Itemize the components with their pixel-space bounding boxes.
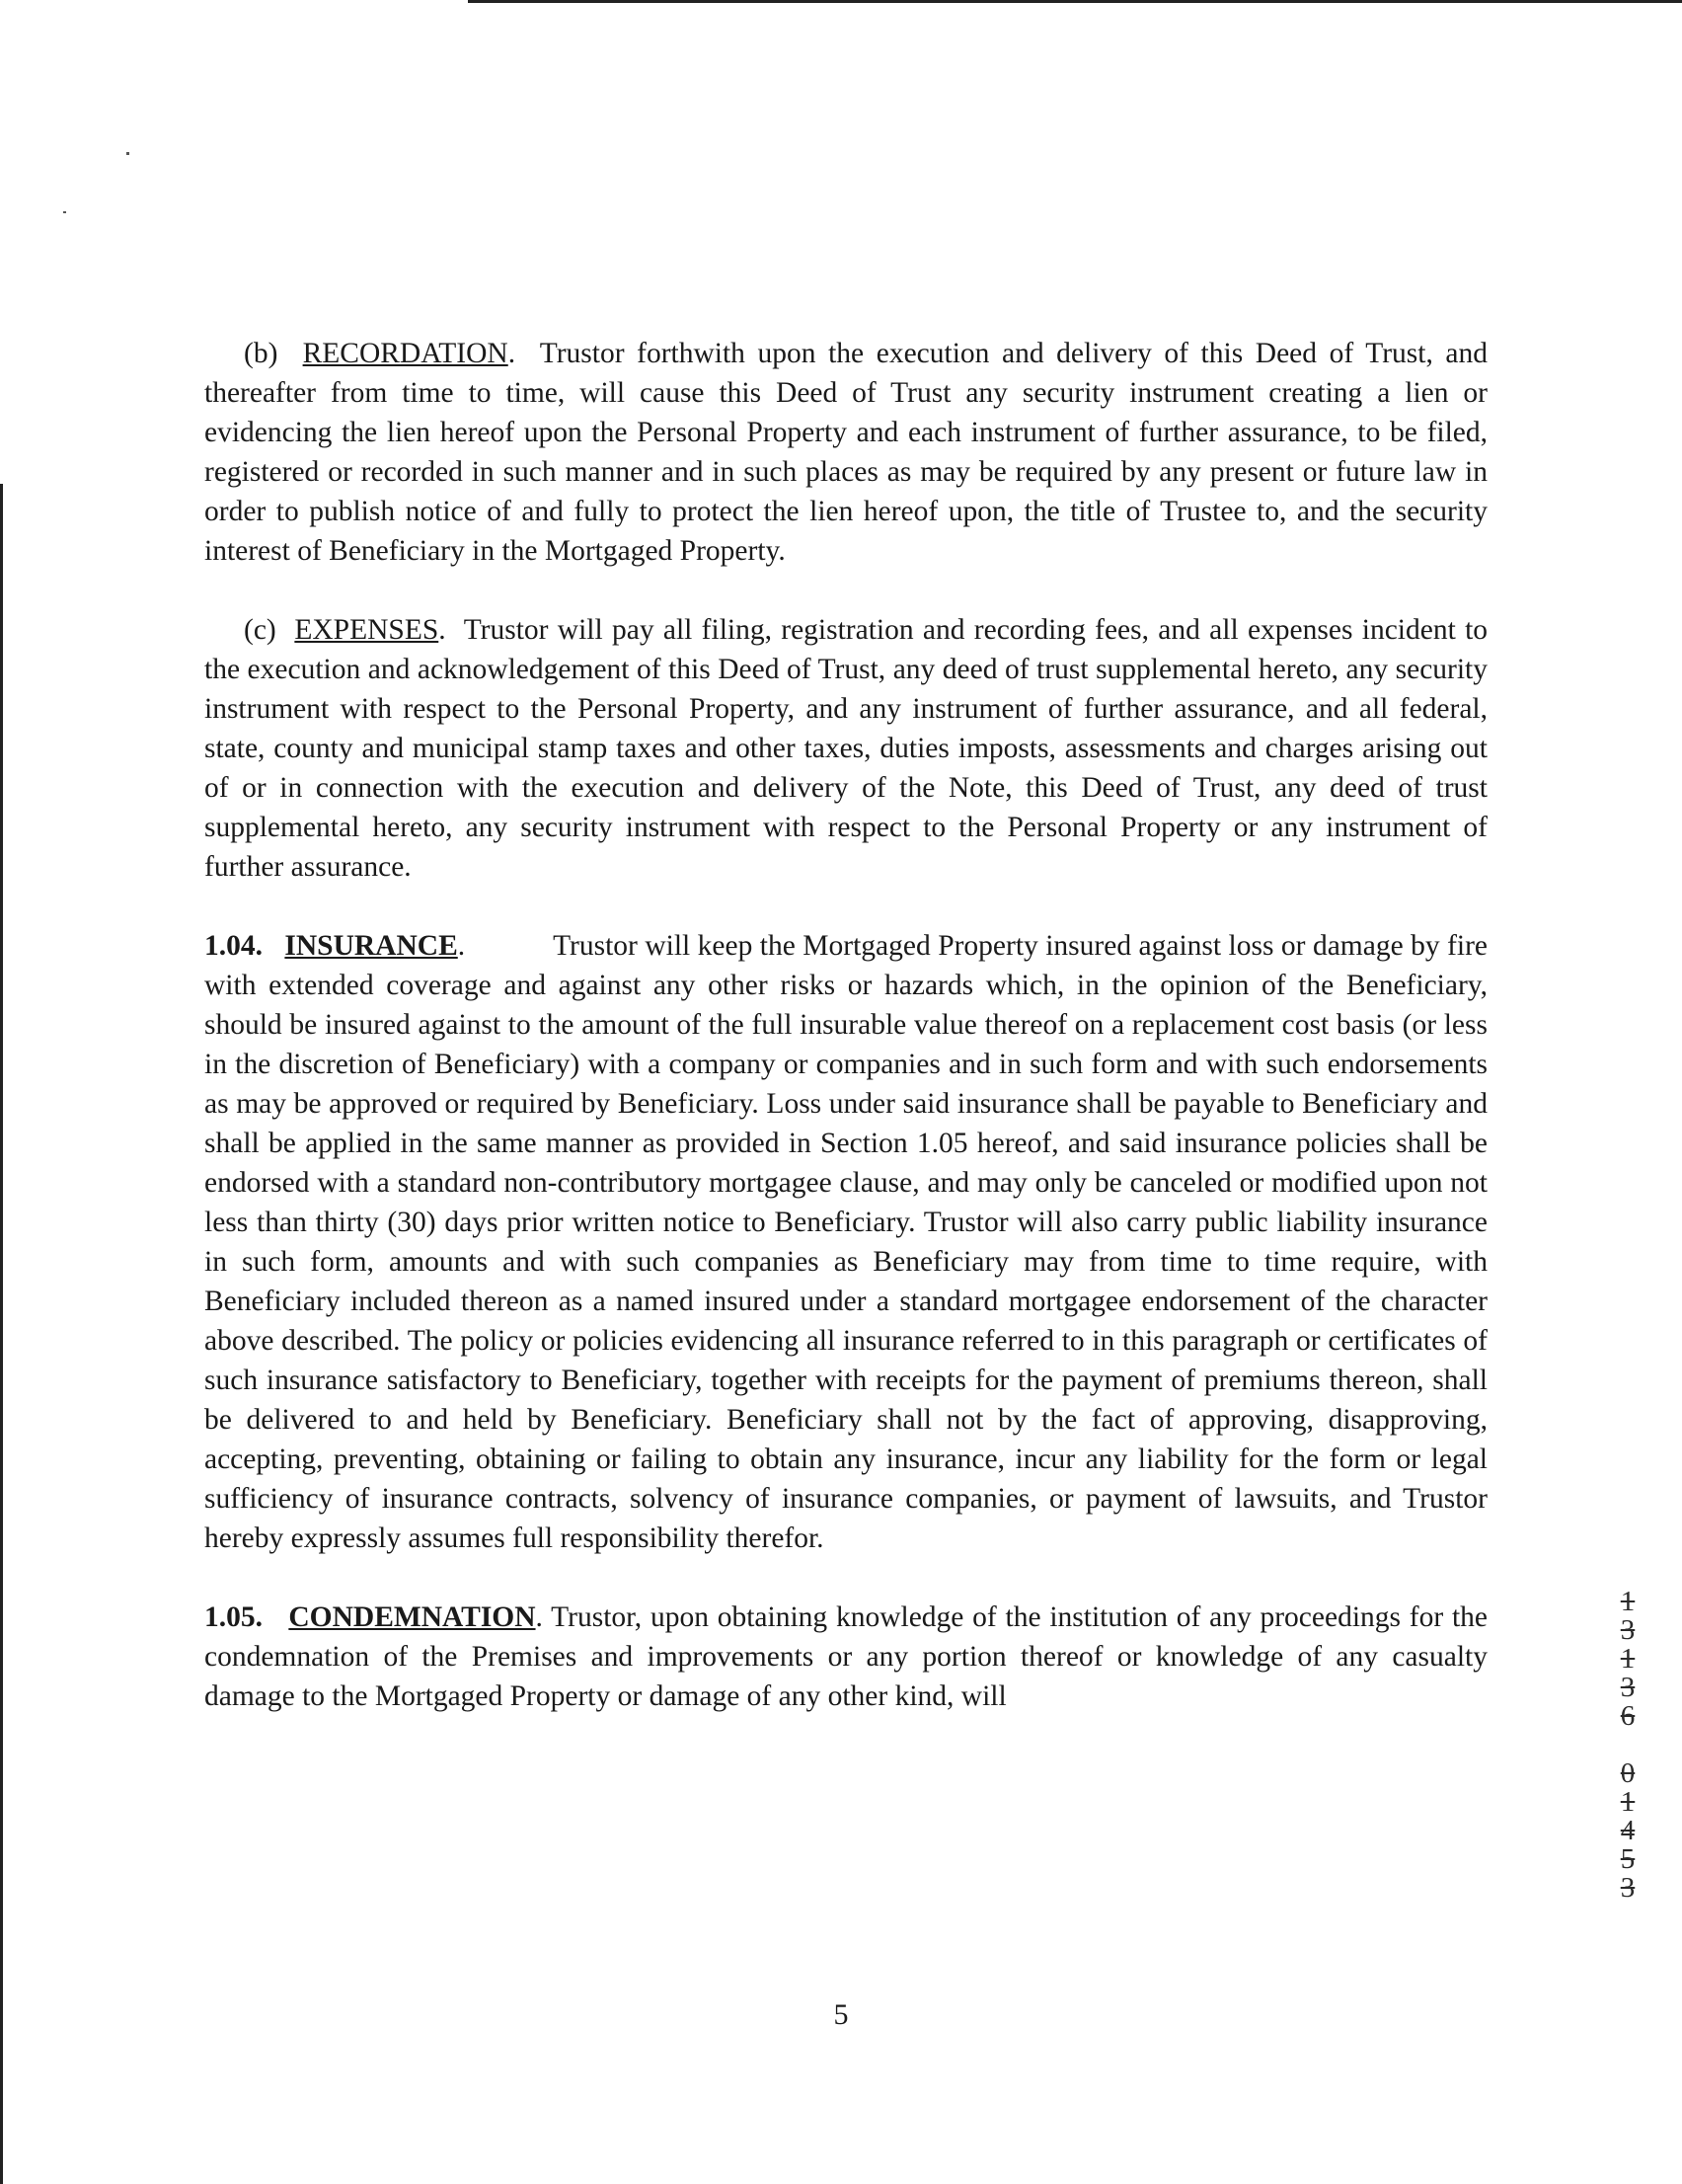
recordation-heading-period: . [507, 338, 516, 369]
condemnation-section-number: 1.05. [204, 1601, 263, 1633]
margin-code-char: 3 [1620, 1872, 1636, 1904]
recordation-body: Trustor forthwith upon the execution and delivery of this Deed of Trust, and thereafter from time to time, will cause this Deed of Trust any security instrument creating a lien or evidencing the lien hereof upon the Personal Property and each instrument of further assurance, to be filed, registered or recorded in such manner and in such places as may be required by any present or future law in order to publish notice of and fully to protect the lien hereof upon, the title of Trustee to, and the security interest of Beneficiary in the Mortgaged Property. [204, 338, 1489, 567]
margin-code-char: 0 [1620, 1757, 1636, 1789]
scan-speck [126, 152, 129, 155]
margin-recording-code [1613, 1588, 1643, 1903]
top-border-line [468, 0, 1682, 3]
expenses-heading: EXPENSES [294, 614, 439, 646]
condemnation-heading: CONDEMNATION [288, 1601, 536, 1633]
margin-code-char: 3 [1620, 1672, 1636, 1703]
insurance-section-number: 1.04. [204, 930, 263, 962]
expenses-heading-period: . [438, 614, 446, 646]
paragraph-gap [204, 571, 1488, 610]
condemnation-body: Trustor, upon obtaining knowledge of the institution of any proceedings for the condemnation of the Premises and improvements or any portion thereof or knowledge of any casualty damage to the Mortgaged Property or damage of any other kind, will [204, 1601, 1489, 1712]
scan-speck [63, 211, 66, 213]
paragraph-gap [204, 887, 1488, 926]
document-body [204, 334, 1488, 1716]
insurance-section [204, 926, 1488, 1558]
margin-code-char: 5 [1620, 1843, 1636, 1875]
recordation-heading: RECORDATION [302, 338, 508, 369]
margin-code-gap [1613, 1731, 1643, 1759]
expenses-paragraph [204, 610, 1488, 887]
insurance-heading: INSURANCE [284, 930, 458, 962]
margin-code-char: 1 [1620, 1586, 1636, 1617]
margin-code-char: 1 [1620, 1643, 1636, 1675]
condemnation-section [204, 1598, 1488, 1716]
page-number: 5 [833, 1998, 849, 2031]
insurance-body: Trustor will keep the Mortgaged Property insured against loss or damage by fire with extended coverage and against any other risks or hazards which, in the opinion of the Beneficiary, should be insured against to the amount of the full insurable value thereof on a replacement cost basis (or less in the discretion of Beneficiary) with a company or companies and in such form and with such endorsements as may be approved or required by Beneficiary. Loss under said insurance shall be payable to Beneficiary and shall be applied in the same manner as provided in Section 1.05 hereof, and said insurance policies shall be endorsed with a standard non-contributory mortgagee clause, and may only be canceled or modified upon not less than thirty (30) days prior written notice to Beneficiary. Trustor will also carry public liability insurance in such form, amounts and with such companies as Beneficiary may from time to time require, with Beneficiary included thereon as a named insured under a standard mortgagee endorsement of the character above described. The policy or policies evidencing all insurance referred to in this paragraph or certificates of such insurance satisfactory to Beneficiary, together with receipts for the payment of premiums thereon, shall be delivered to and held by Beneficiary. Beneficiary shall not by the fact of approving, disapproving, accepting, preventing, obtaining or failing to obtain any insurance, incur any liability for the form or legal sufficiency of insurance contracts, solvency of insurance companies, or payment of lawsuits, and Trustor hereby expressly assumes full responsibility therefor. [204, 930, 1489, 1554]
recordation-prefix: (b) [244, 338, 278, 369]
insurance-heading-period: . [457, 930, 466, 962]
paragraph-gap [204, 1558, 1488, 1598]
margin-code-char: 6 [1620, 1700, 1636, 1732]
recordation-paragraph [204, 334, 1488, 571]
margin-code-char: 3 [1620, 1614, 1636, 1646]
margin-code-char: 4 [1620, 1815, 1636, 1846]
left-border-line [0, 484, 3, 2184]
condemnation-heading-period: . [535, 1601, 543, 1633]
margin-code-char: 1 [1620, 1786, 1636, 1818]
expenses-prefix: (c) [244, 614, 276, 646]
expenses-body: Trustor will pay all filing, registration and recording fees, and all expenses incident to the execution and acknowledgement of this Deed of Trust, any deed of trust supplemental hereto, any security instrument with respect to the Personal Property, and any instrument of further assurance, and all federal, state, county and municipal stamp taxes and other taxes, duties imposts, assessments and charges arising out of or in connection with the execution and delivery of the Note, this Deed of Trust, any deed of trust supplemental hereto, any security instrument with respect to the Personal Property or any instrument of further assurance. [204, 614, 1489, 883]
